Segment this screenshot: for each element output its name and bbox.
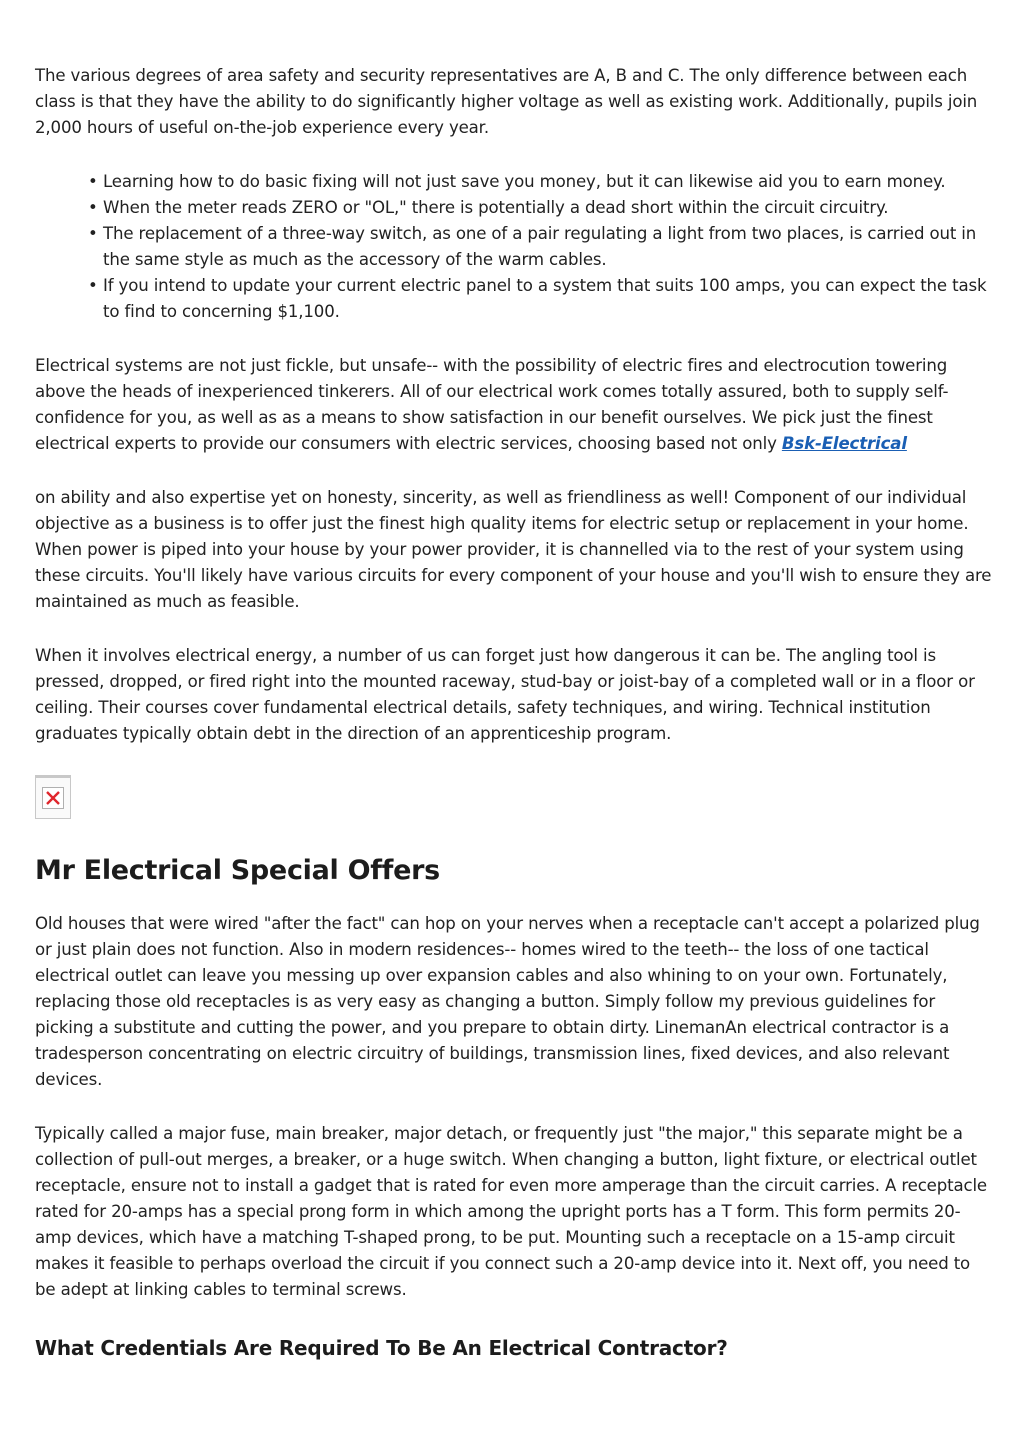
list-item-text: The replacement of a three-way switch, as one of a pair regulating a light from two places, is carried out in the same style as much as the accessory of the warm cables. xyxy=(103,224,977,269)
paragraph-main-breaker: Typically called a major fuse, main breaker, major detach, or frequently just "the major," this separate might be a collection of pull-out merges, a breaker, or a huge switch. When changing a button, light fixture, or electrical outlet receptacle, ensure not to install a gadget that is rated for even more amperage than the circuit carries. A receptacle rated for 20-amps has a special prong form in which among the upright ports has a T form. This form permits 20-amp devices, which have a matching T-shaped prong, to be put. Mounting such a receptacle on a 15-amp circuit makes it feasible to perhaps overload the circuit if you connect such a 20-amp device into it. Next off, you need to be adept at linking cables to terminal screws. xyxy=(35,1124,987,1299)
list-item xyxy=(88,221,995,273)
list-item xyxy=(88,195,995,221)
bullet-icon: • xyxy=(88,172,98,191)
broken-image-x-icon xyxy=(42,787,64,809)
bsk-electrical-link[interactable]: Bsk-Electrical xyxy=(781,434,907,453)
bullet-icon: • xyxy=(88,224,98,243)
subsection-heading: What Credentials Are Required To Be An Electrical Contractor? xyxy=(35,1336,728,1360)
list-item xyxy=(88,169,995,195)
paragraph-text: Electrical systems are not just fickle, but unsafe-- with the possibility of electric fires and electrocution towering above the heads of inexperienced tinkerers. All of our electrical work comes totally assured, both to supply self-confidence for you, as well as as a means to show satisfaction in our benefit ourselves. We pick just the finest electrical experts to provide our consumers with electric services, choosing based not only xyxy=(35,356,949,453)
bullet-list xyxy=(35,169,995,325)
paragraph-electrical-systems xyxy=(35,353,995,457)
bullet-icon: • xyxy=(88,198,98,217)
bullet-icon: • xyxy=(88,276,98,295)
list-item-text: When the meter reads ZERO or "OL," there is potentially a dead short within the circuit circuitry. xyxy=(103,198,889,217)
list-item-text: Learning how to do basic fixing will not just save you money, but it can likewise aid you to earn money. xyxy=(103,172,946,191)
paragraph-electrical-energy: When it involves electrical energy, a number of us can forget just how dangerous it can be. The angling tool is pressed, dropped, or fired right into the mounted raceway, stud-bay or joist-bay of a completed wall or in a floor or ceiling. Their courses cover fundamental electrical details, safety techniques, and wiring. Technical institution graduates typically obtain debt in the direction of an apprenticeship program. xyxy=(35,646,975,743)
paragraph-old-houses: Old houses that were wired "after the fact" can hop on your nerves when a receptacle can't accept a polarized plug or just plain does not function. Also in modern residences-- homes wired to the teeth-- the loss of one tactical electrical outlet can leave you messing up over expansion cables and also whining to on your own. Fortunately, replacing those old receptacles is as very easy as changing a button. Simply follow my previous guidelines for picking a substitute and cutting the power, and you prepare to obtain dirty. LinemanAn electrical contractor is a tradesperson concentrating on electric circuitry of buildings, transmission lines, fixed devices, and also relevant devices. xyxy=(35,914,980,1089)
document-page xyxy=(35,63,995,1363)
list-item-text: If you intend to update your current electric panel to a system that suits 100 amps, you can expect the task to find to concerning $1,100. xyxy=(103,276,987,321)
paragraph-safety-representatives: The various degrees of area safety and security representatives are A, B and C. The only difference between each class is that they have the ability to do significantly higher voltage as well as existing work. Additionally, pupils join 2,000 hours of useful on-the-job experience every year. xyxy=(35,66,978,137)
broken-image-icon xyxy=(35,775,71,819)
paragraph-ability-expertise: on ability and also expertise yet on honesty, sincerity, as well as friendliness as well! Component of our individual objective as a business is to offer just the finest high quality items for electric setup or replacement in your home. When power is piped into your house by your power provider, it is channelled via to the rest of your system using these circuits. You'll likely have various circuits for every component of your house and you'll wish to ensure they are maintained as much as feasible. xyxy=(35,488,992,611)
section-heading: Mr Electrical Special Offers xyxy=(35,855,440,886)
list-item xyxy=(88,273,995,325)
